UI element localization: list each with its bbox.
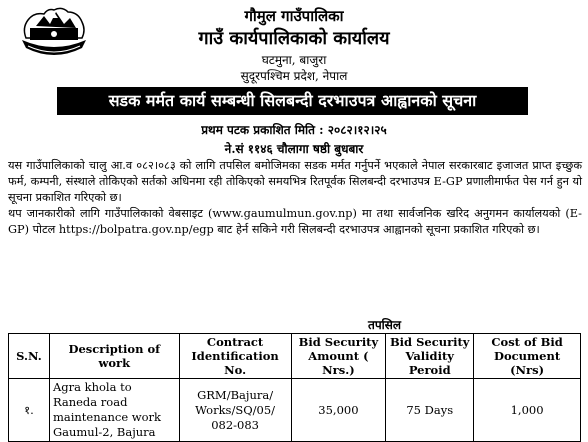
header-sn: S.N. bbox=[9, 334, 50, 379]
header-bid-security-amount: Bid Security Amount ( Nrs.) bbox=[291, 334, 386, 379]
header-description: Description of work bbox=[49, 334, 179, 379]
notice-paragraph-1: यस गाउँपालिकाको चालु आ.व ०८२।०८३ को लागि तपसिल बमोजिमका सडक मर्मत गर्नुपर्ने भएकाले नेपाल सरकारबाट इजाजत प्राप्त इच्छुक फर्म, कम्पनी, संस्थाले तोकिएको सर्तको अधिनमा रही तोकिएको समयभित्र रितपूर्वक सिलबन्दी दरभाउपत्र E-GP प्रणालीमार्फत पेस गर्न हुन यो सूचना प्रकाशित गरिएको छ। bbox=[8, 159, 582, 204]
office-address: घटमुना, बाजुरा bbox=[261, 53, 327, 67]
header-document-cost: Cost of Bid Document (Nrs) bbox=[474, 334, 581, 379]
cell-document-cost: 1,000 bbox=[474, 379, 581, 442]
schedule-heading: तपसिल bbox=[368, 318, 402, 332]
cell-description: Agra khola to Raneda road maintenance work Gaumul-2, Bajura bbox=[49, 379, 179, 442]
notice-title-banner: सडक मर्मत कार्य सम्बन्धी सिलबन्दी दरभाउपत्र आह्वानको सूचना bbox=[57, 87, 528, 115]
header-validity-period: Bid Security Validity Peroid bbox=[386, 334, 474, 379]
province-name: सुदूरपश्चिम प्रदेश, नेपाल bbox=[240, 69, 348, 83]
cell-validity: 75 Days bbox=[386, 379, 474, 442]
office-name: गाउँ कार्यपालिकाको कार्यालय bbox=[198, 28, 390, 49]
notice-paragraph-2: थप जानकारीको लागि गाउँपालिकाको वेबसाइट (www.gaumulmun.gov.np) मा तथा सार्वजनिक खरिद अनुगमन कार्यालयको (E-GP) पोटल https://bolpatra.gov.np/egp बाट हेर्न सकिने गरी सिलबन्दी दरभाउपत्र आह्वानको सूचना प्रकाशित गरिएको छ। bbox=[8, 207, 582, 236]
nepal-samvat-date: ने.सं ११४६ चौलागा षष्ठी बुधबार bbox=[224, 142, 364, 156]
municipality-name: गौमुल गाउँपालिका bbox=[244, 7, 344, 25]
cell-bid-security-amount: 35,000 bbox=[291, 379, 386, 442]
cell-sn: १. bbox=[9, 379, 50, 442]
header-contract-id: Contract Identification No. bbox=[179, 334, 291, 379]
notice-body bbox=[8, 158, 582, 238]
bid-details-table bbox=[8, 333, 581, 442]
first-publication-date: प्रथम पटक प्रकाशित मिति : २०८२।१२।२५ bbox=[201, 123, 387, 137]
table-row bbox=[9, 379, 581, 442]
table-header-row bbox=[9, 334, 581, 379]
cell-contract-id: GRM/Bajura/ Works/SQ/05/ 082-083 bbox=[179, 379, 291, 442]
